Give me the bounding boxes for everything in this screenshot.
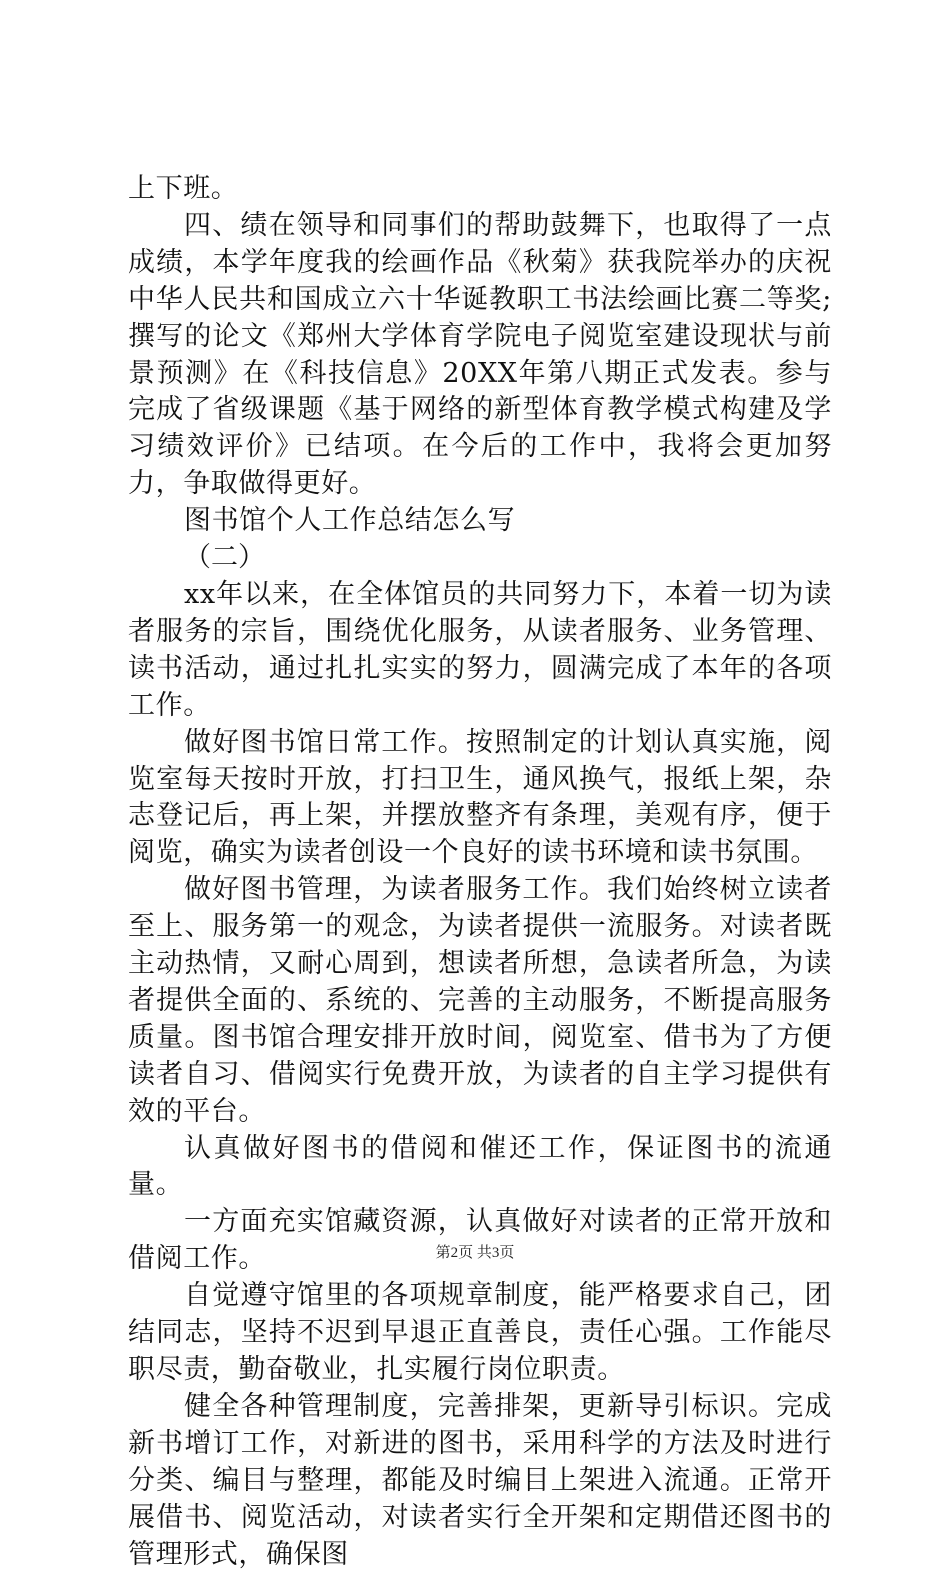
paragraph-continuation: 上下班。: [128, 173, 239, 204]
paragraph-collection: 一方面充实馆藏资源，认真做好对读者的正常开放和借阅工作。: [128, 1206, 832, 1275]
paragraph-daily-work: 做好图书馆日常工作。按照制定的计划认真实施，阅览室每天按时开放，打扫卫生，通风换气，报纸上架，杂志登记后，再上架，并摆放整齐有条理，美观有序，便于阅览，确实为读者创设一个良好的读书环境和读书氛围。: [128, 726, 832, 869]
section-number: （二）: [184, 542, 265, 574]
paragraph-achievements: 四、绩在领导和同事们的帮助鼓舞下，也取得了一点成绩，本学年度我的绘画作品《秋菊》获我院举办的庆祝中华人民共和国成立六十华诞教职工书法绘画比赛二等奖;撰写的论文《郑州大学体育学院电子阅览室建设现状与前景预测》在《科技信息》20XX年第八期正式发表。参与完成了省级课题《基于网络的新型体育教学模式构建及学习绩效评价》已结项。在今后的工作中，我将会更加努力，争取做得更好。: [128, 209, 832, 500]
paragraph-discipline: 自觉遵守馆里的各项规章制度，能严格要求自己，团结同志，坚持不迟到早退正直善良，责任心强。工作能尽职尽责，勤奋敬业，扎实履行岗位职责。: [128, 1280, 832, 1385]
paragraph-intro: xx年以来，在全体馆员的共同努力下，本着一切为读者服务的宗旨，围绕优化服务，从读者服务、业务管理、读书活动，通过扎扎实实的努力，圆满完成了本年的各项工作。: [128, 578, 832, 721]
document-body: [128, 171, 832, 1573]
paragraph-systems: 健全各种管理制度，完善排架，更新导引标识。完成新书增订工作，对新进的图书，采用科学的方法及时进行分类、编目与整理，都能及时编目上架进入流通。正常开展借书、阅览活动，对读者实行全开架和定期借还图书的管理形式，确保图: [128, 1390, 832, 1570]
paragraph-lending: 认真做好图书的借阅和催还工作，保证图书的流通量。: [128, 1132, 832, 1201]
paragraph-book-management: 做好图书管理，为读者服务工作。我们始终树立读者至上、服务第一的观念，为读者提供一流服务。对读者既主动热情，又耐心周到，想读者所想，急读者所急，为读者提供全面的、系统的、完善的主动服务，不断提高服务质量。图书馆合理安排开放时间，阅览室、借书为了方便读者自习、借阅实行免费开放，为读者的自主学习提供有效的平台。: [128, 874, 832, 1127]
page-footer: 第2页 共3页: [435, 1245, 515, 1261]
section-heading: 图书馆个人工作总结怎么写: [184, 505, 516, 537]
